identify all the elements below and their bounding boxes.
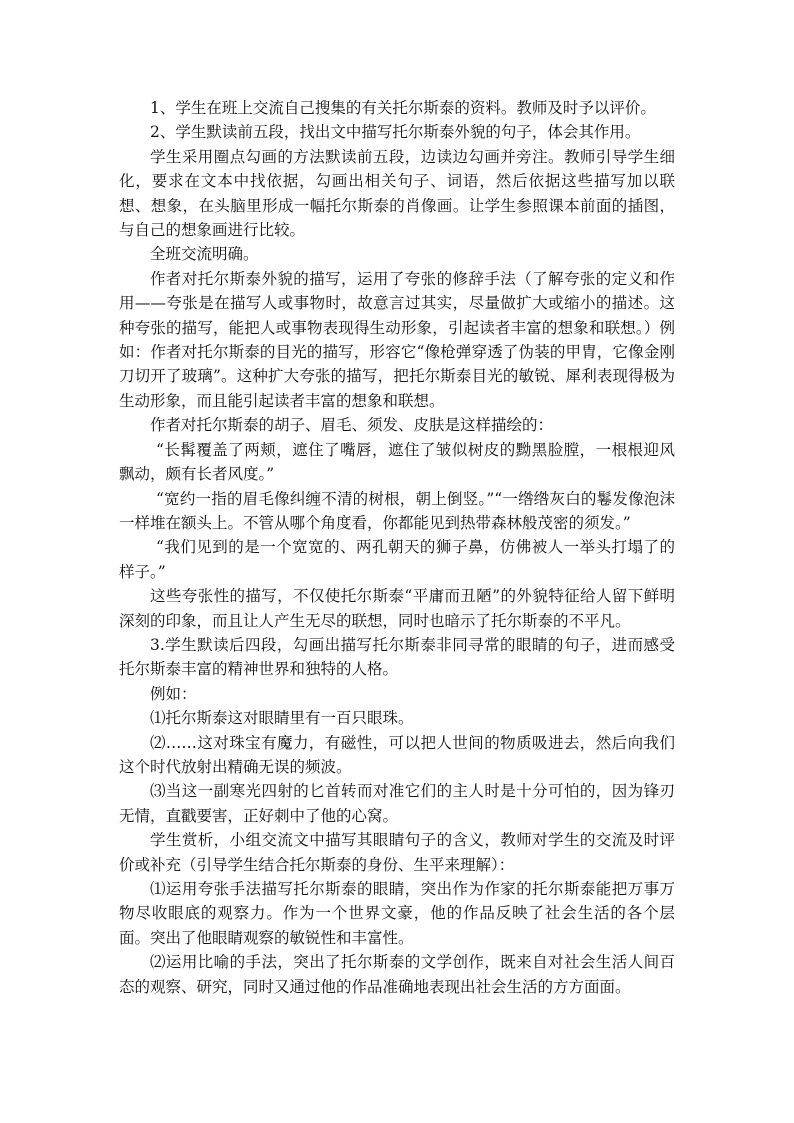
paragraph-5: 作者对托尔斯泰外貌的描写，运用了夸张的修辞手法（了解夸张的定义和作用——夸张是在描写人或事物时，故意言过其实，尽量做扩大或缩小的描述。这种夸张的描写，能把人或事物表现得生动形象，引起读者丰富的想象和联想。）例如：作者对托尔斯泰的目光的描写，形容它“像枪弹穿透了伪装的甲胄，它像金刚刀切开了玻璃”。这种扩大夸张的描写，把托尔斯泰目光的敏锐、犀利表现得极为生动形象，而且能引起读者丰富的想象和联想。 [119,269,675,410]
quote-eyebrows-hair: “宽约一指的眉毛像纠缠不清的树根，朝上倒竖。”“一绺绺灰白的鬈发像泡沫一样堆在额头上。不管从哪个角度看，你都能见到热带森林般茂密的须发。” [119,489,675,532]
paragraph-6: 作者对托尔斯泰的胡子、眉毛、须发、皮肤是这样描绘的： [150,416,554,435]
paragraph-4: 全班交流明确。 [150,245,259,264]
paragraph-1: 1、学生在班上交流自己搜集的有关托尔斯泰的资料。教师及时予以评价。 [150,99,656,117]
paragraph-16: 学生赏析，小组交流文中描写其眼睛句子的含义，教师对学生的交流及时评价或补充（引导学生结合托尔斯泰的身份、生平来理解）： [119,831,675,874]
paragraph-10: 这些夸张性的描写，不仅使托尔斯泰“平庸而丑陋”的外貌特征给人留下鲜明深刻的印象，而且让人产生无尽的联想，同时也暗示了托尔斯泰的不平凡。 [119,587,675,630]
analysis-1: ⑴运用夸张手法描写托尔斯泰的眼睛，突出作为作家的托尔斯泰能把万事万物尽收眼底的观察力。作为一个世界文豪，他的作品反映了社会生活的各个层面。突出了他眼睛观察的敏锐性和丰富性。 [119,880,675,947]
paragraph-12: 例如： [150,684,197,703]
quote-nose: “我们见到的是一个宽宽的、两孔朝天的狮子鼻，仿佛被人一举头打塌了的样子。” [119,538,675,581]
quote-beard: “长髯覆盖了两颊，遮住了嘴唇，遮住了皱似树皮的黝黑脸膛，一根根迎风飘动，颇有长者风度。” [119,440,675,484]
analysis-2: ⑵运用比喻的手法，突出了托尔斯泰的文学创作，既来自对社会生活人间百态的观察、研究，同时又通过他的作品准确地表现出社会生活的方方面面。 [119,953,675,996]
paragraph-2: 2、学生默读前五段，找出文中描写托尔斯泰外貌的句子，体会其作用。 [150,123,641,142]
paragraph-11: 3.学生默读后四段，勾画出描写托尔斯泰非同寻常的眼睛的句子，进而感受托尔斯泰丰富的精神世界和独特的人格。 [119,635,675,679]
paragraph-3: 学生采用圈点勾画的方法默读前五段，边读边勾画并旁注。教师引导学生细化，要求在文本中找依据，勾画出相关句子、词语，然后依据这些描写加以联想、想象，在头脑里形成一幅托尔斯泰的肖像画。让学生参照课本前面的插图，与自己的想象画进行比较。 [119,147,675,240]
example-1: ⑴托尔斯泰这对眼睛里有一百只眼珠。 [150,709,414,728]
document-body [119,96,675,999]
example-2: ⑵……这对珠宝有魔力，有磁性，可以把人世间的物质吸进去，然后向我们这个时代放射出精确无误的频波。 [119,733,675,776]
example-3: ⑶当这一副寒光四射的匕首转而对准它们的主人时是十分可怕的，因为锋刃无情，直戳要害，正好刺中了他的心窝。 [119,782,675,825]
